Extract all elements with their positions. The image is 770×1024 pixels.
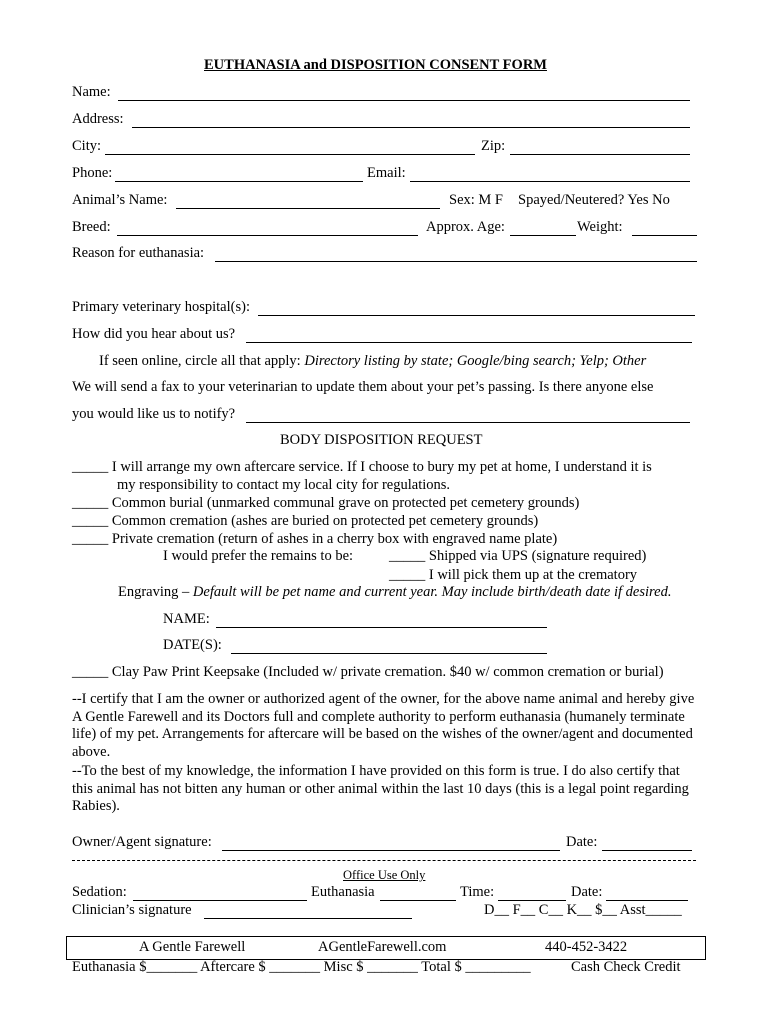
- engraving-dates-label: DATE(S):: [163, 637, 222, 653]
- fax-line-2: you would like us to notify?: [72, 406, 236, 422]
- name-label: Name:: [72, 84, 111, 100]
- signature-field[interactable]: [222, 850, 560, 851]
- reason-label: Reason for euthanasia:: [72, 245, 205, 261]
- business-name: A Gentle Farewell: [139, 939, 246, 955]
- spayed-options[interactable]: Spayed/Neutered? Yes No: [518, 192, 670, 208]
- reason-field[interactable]: [215, 261, 697, 262]
- time-label: Time:: [460, 884, 495, 900]
- euthanasia-label: Euthanasia: [311, 884, 375, 900]
- office-date-label: Date:: [571, 884, 603, 900]
- option-own-aftercare-note: my responsibility to contact my local city for regulations.: [117, 477, 451, 493]
- address-label: Address:: [72, 111, 124, 127]
- signature-date-field[interactable]: [602, 850, 692, 851]
- sex-options[interactable]: Sex: M F: [449, 192, 503, 208]
- fee-line[interactable]: Euthanasia $_______ Aftercare $ _______ Misc $ _______ Total $ _________: [72, 959, 531, 975]
- engraving-dates-field[interactable]: [231, 653, 547, 654]
- email-field[interactable]: [410, 181, 690, 182]
- consent-paragraph-1: --I certify that I am the owner or authorized agent of the owner, for the above name animal and hereby give A Gentle Farewell and its Doctors full and complete authority to perform euthanasia (humanely terminate life) of my pet. Arrangements for aftercare will be based on the wishes of the owner/agent and documented above.: [72, 691, 695, 760]
- engraving-note: Default will be pet name and current year. May include birth/death date if desired.: [192, 584, 672, 600]
- zip-field[interactable]: [510, 154, 690, 155]
- notify-field[interactable]: [246, 422, 690, 423]
- name-field[interactable]: [118, 100, 690, 101]
- payment-options[interactable]: Cash Check Credit: [571, 959, 681, 975]
- sedation-field[interactable]: [133, 900, 307, 901]
- city-field[interactable]: [105, 154, 475, 155]
- consent-paragraph-2: --To the best of my knowledge, the information I have provided on this form is true. I do also certify that this animal has not bitten any human or other animal within the last 10 days (this is a legal point regarding Rabies).: [72, 763, 689, 814]
- online-prefix: If seen online, circle all that apply:: [99, 353, 305, 369]
- zip-label: Zip:: [481, 138, 506, 154]
- engraving-name-field[interactable]: [216, 627, 547, 628]
- engraving-line: [118, 584, 671, 601]
- euthanasia-field[interactable]: [380, 900, 456, 901]
- website: AGentleFarewell.com: [318, 939, 447, 955]
- age-label: Approx. Age:: [426, 219, 505, 235]
- option-common-burial[interactable]: _____ Common burial (unmarked communal grave on protected pet cemetery grounds): [72, 495, 580, 511]
- form-title: EUTHANASIA and DISPOSITION CONSENT FORM: [204, 57, 547, 73]
- vet-label: Primary veterinary hospital(s):: [72, 299, 250, 315]
- phone-number: 440-452-3422: [545, 939, 628, 955]
- animal-name-field[interactable]: [176, 208, 440, 209]
- breed-label: Breed:: [72, 219, 111, 235]
- fax-line-1: We will send a fax to your veterinarian to update them about your pet’s passing. Is there anyone else: [72, 379, 654, 395]
- age-field[interactable]: [510, 235, 576, 236]
- phone-label: Phone:: [72, 165, 113, 181]
- online-options[interactable]: Directory listing by state; Google/bing search; Yelp; Other: [304, 353, 647, 369]
- weight-field[interactable]: [632, 235, 697, 236]
- prefer-label: I would prefer the remains to be:: [163, 548, 354, 564]
- option-private-cremation[interactable]: _____ Private cremation (return of ashes in a cherry box with engraved name plate): [72, 531, 558, 547]
- clinician-label: Clinician’s signature: [72, 902, 192, 918]
- option-common-cremation[interactable]: _____ Common cremation (ashes are buried on protected pet cemetery grounds): [72, 513, 539, 529]
- phone-field[interactable]: [115, 181, 363, 182]
- signature-label: Owner/Agent signature:: [72, 834, 212, 850]
- sedation-label: Sedation:: [72, 884, 127, 900]
- clinician-field[interactable]: [204, 918, 412, 919]
- vet-field[interactable]: [258, 315, 695, 316]
- email-label: Email:: [367, 165, 406, 181]
- option-ship-ups[interactable]: _____ Shipped via UPS (signature required): [389, 548, 647, 564]
- office-heading: Office Use Only: [343, 868, 426, 882]
- engraving-label: Engraving –: [118, 584, 193, 600]
- divider: [72, 860, 696, 861]
- option-pickup[interactable]: _____ I will pick them up at the crematory: [389, 567, 638, 583]
- address-field[interactable]: [132, 127, 690, 128]
- option-own-aftercare[interactable]: _____ I will arrange my own aftercare service. If I choose to bury my pet at home, I understand it is: [72, 459, 652, 475]
- hear-label: How did you hear about us?: [72, 326, 236, 342]
- office-date-field[interactable]: [606, 900, 688, 901]
- animal-name-label: Animal’s Name:: [72, 192, 168, 208]
- hear-field[interactable]: [246, 342, 692, 343]
- office-codes[interactable]: D__ F__ C__ K__ $__ Asst_____: [484, 902, 682, 918]
- time-field[interactable]: [498, 900, 566, 901]
- breed-field[interactable]: [117, 235, 418, 236]
- disposition-heading: BODY DISPOSITION REQUEST: [280, 432, 483, 448]
- city-label: City:: [72, 138, 102, 154]
- signature-date-label: Date:: [566, 834, 598, 850]
- engraving-name-label: NAME:: [163, 611, 210, 627]
- weight-label: Weight:: [577, 219, 623, 235]
- online-sources-line: [99, 353, 646, 370]
- option-clay-paw[interactable]: _____ Clay Paw Print Keepsake (Included w/ private cremation. $40 w/ common cremation or burial): [72, 664, 664, 680]
